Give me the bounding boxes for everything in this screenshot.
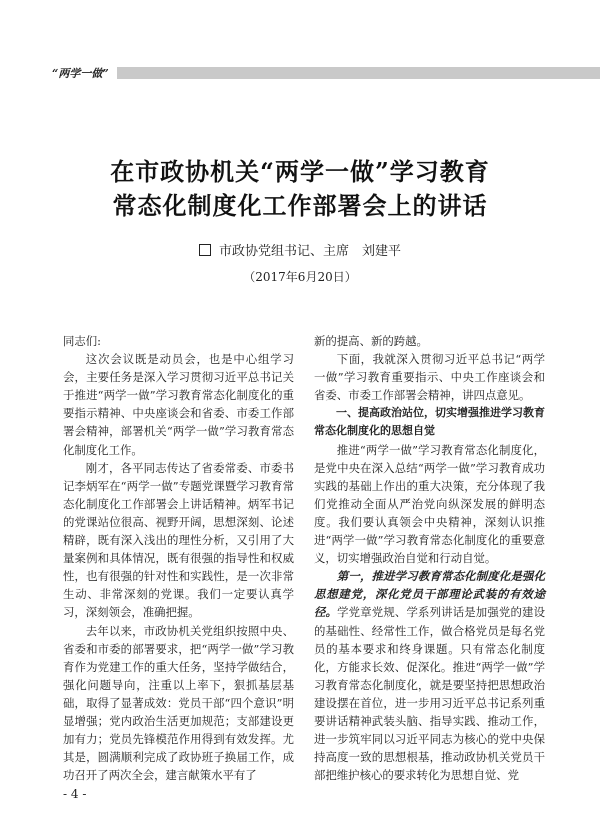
paragraph: 这次会议既是动员会，也是中心组学习会，主要任务是深入学习贯彻习近平总书记关于推进“两学一做”学习教育常态化制度化的重要指示精神、中央座谈会和省委、市委工作部署会精神，部署机关“两学一做”学习教育常态化制度化工作。 [63, 352, 294, 457]
section-tag: “两学一做” [52, 65, 117, 81]
salutation: 同志们: [63, 334, 102, 348]
title-line-2: 常态化制度化工作部署会上的讲话 [112, 191, 488, 220]
title-line-1: 在市政协机关“两学一做”学习教育 [110, 157, 490, 186]
page-number: - 4 - [63, 787, 87, 801]
author-text: 市政协党组书记、主席 刘建平 [218, 244, 401, 259]
paragraph: 去年以来，市政协机关党组织按照中央、省委和市委的部署要求，把“两学一做”学习教育作为党建工作的重大任务，坚持学做结合，强化问题导向，注重以上率下，狠抓基层基础，取得了显著成效：党员干部“四个意识”明显增强；党内政治生活更加规范；支部建设更加有力；党员先锋模范作用得到有效发挥。尤其是，圆满顺利完成了政协班子换届工作，成功召开了两次全会，建言献策水平有了 [63, 623, 294, 783]
paragraph-body: 学党章党规、学系列讲话是加强党的建设的基础性、经常性工作，做合格党员是每名党员的基本要求和终身课题。只有常态化制度化，方能求长效、促深化。推进“两学一做”学习教育常态化制度化，就是要坚持把思想政治建设摆在首位，进一步用习近平总书记系列重要讲话精神武装头脑、指导实践、推动工作，进一步筑牢同以习近平同志为核心的党中央保持高度一致的思想根基，推动政协机关党员干部把维护核心的要求转化为思想自觉、党 [314, 605, 545, 783]
paragraph-continued: 新的提高、新的跨越。 [314, 334, 428, 348]
section-header [52, 66, 600, 79]
left-column [63, 332, 294, 784]
speech-date: （2017年6月20日） [243, 270, 357, 284]
paragraph: 下面，我就深入贯彻习近平总书记“两学一做”学习教育重要指示、中央工作座谈会和省委、市委工作部署会精神，讲四点意见。 [314, 352, 545, 403]
author-line [0, 240, 600, 259]
paragraph: 推进“两学一做”学习教育常态化制度化，是党中央在深入总结“两学一做”学习教育成功实践的基础上作出的重大决策，充分体现了我们党推动全面从严治党向纵深发展的鲜明态度。我们要认真领会中央精神，深刻认识推进“两学一做”学习教育常态化制度化的重要意义，切实增强政治自觉和行动自觉。 [314, 442, 545, 566]
right-column [314, 332, 545, 784]
header-bar [117, 67, 600, 79]
paragraph-lead: 第一，推进学习教育常态化制度化是强化思想建党，深化党员干部理论武装的有效途径。 [314, 569, 545, 620]
paragraph [314, 567, 545, 784]
square-icon [199, 244, 211, 256]
article-title [0, 155, 600, 223]
paragraph: 刚才，各平同志传达了省委常委、市委书记李炳军在“两学一做”专题党课暨学习教育常态化制度化工作部署会上讲话精神。炳军书记的党课站位很高、视野开阔，思想深刻、论述精辟，既有深入浅出的理性分析，又引用了大量案例和具体情况，既有很强的指导性和权威性，也有很强的针对性和实践性，是一次非常生动、非常深刻的党课。我们一定要认真学习，深刻领会，准确把握。 [63, 460, 294, 620]
section-heading: 一、提高政治站位，切实增强推进学习教育常态化制度化的思想自觉 [314, 406, 545, 438]
